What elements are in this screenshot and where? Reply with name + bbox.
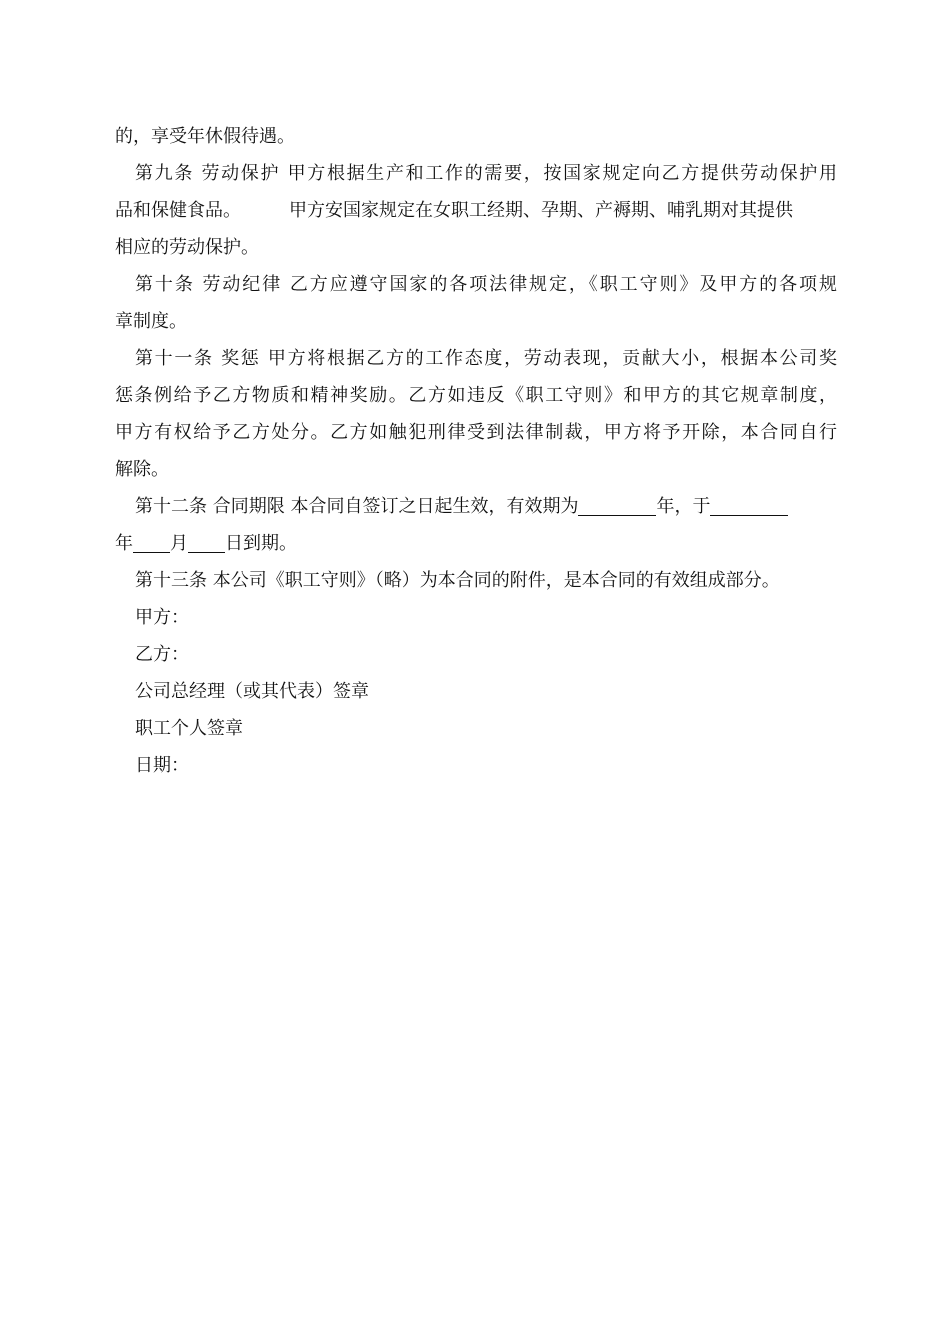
article-9-line-3: 相应的劳动保护。 [115, 237, 259, 258]
party-a-label: 甲方： [135, 607, 189, 628]
blank-field-month [133, 530, 170, 553]
article-9-fragment-b: 甲方安国家规定在女职工经期、孕期、产褥期、哺乳期对其提供 [289, 200, 793, 221]
article-12-line-2 [115, 525, 837, 562]
date-label: 日期： [135, 755, 189, 776]
article-10-line-2: 章制度。 [115, 311, 187, 332]
document-page [115, 118, 837, 784]
article-9-fragment-a: 品和保健食品。 [115, 200, 241, 221]
blank-field-years [578, 493, 656, 516]
article-11-line-1: 第十一条 奖惩 甲方将根据乙方的工作态度，劳动表现，贡献大小，根据本公司奖 [135, 348, 837, 369]
text-line: 的，享受年休假待遇。 [115, 126, 295, 147]
blank-field-day [188, 530, 225, 553]
day-label: 日到期。 [225, 533, 297, 554]
article-12-line-1 [115, 488, 837, 525]
article-9-line-2 [115, 192, 837, 229]
employee-signature-label: 职工个人签章 [135, 718, 243, 739]
article-11-line-3: 甲方有权给予乙方处分。乙方如触犯刑律受到法律制裁，甲方将予开除，本合同自行 [115, 422, 837, 443]
article-12-text-a: 第十二条 合同期限 本合同自签订之日起生效，有效期为 [135, 496, 579, 517]
blank-field-end-year [710, 493, 788, 516]
party-b-label: 乙方： [135, 644, 189, 665]
article-9-line-1: 第九条 劳动保护 甲方根据生产和工作的需要，按国家规定向乙方提供劳动保护用 [135, 163, 837, 184]
article-13-line: 第十三条 本公司《职工守则》（略）为本合同的附件，是本合同的有效组成部分。 [135, 570, 780, 591]
month-label: 月 [170, 533, 188, 554]
year-label: 年 [115, 533, 133, 554]
article-11-line-4: 解除。 [115, 459, 169, 480]
article-10-line-1: 第十条 劳动纪律 乙方应遵守国家的各项法律规定，《职工守则》及甲方的各项规 [135, 274, 837, 295]
article-11-line-2: 惩条例给予乙方物质和精神奖励。乙方如违反《职工守则》和甲方的其它规章制度， [115, 385, 837, 406]
article-12-text-b: 年，于 [656, 496, 711, 517]
manager-signature-label: 公司总经理（或其代表）签章 [135, 681, 369, 702]
